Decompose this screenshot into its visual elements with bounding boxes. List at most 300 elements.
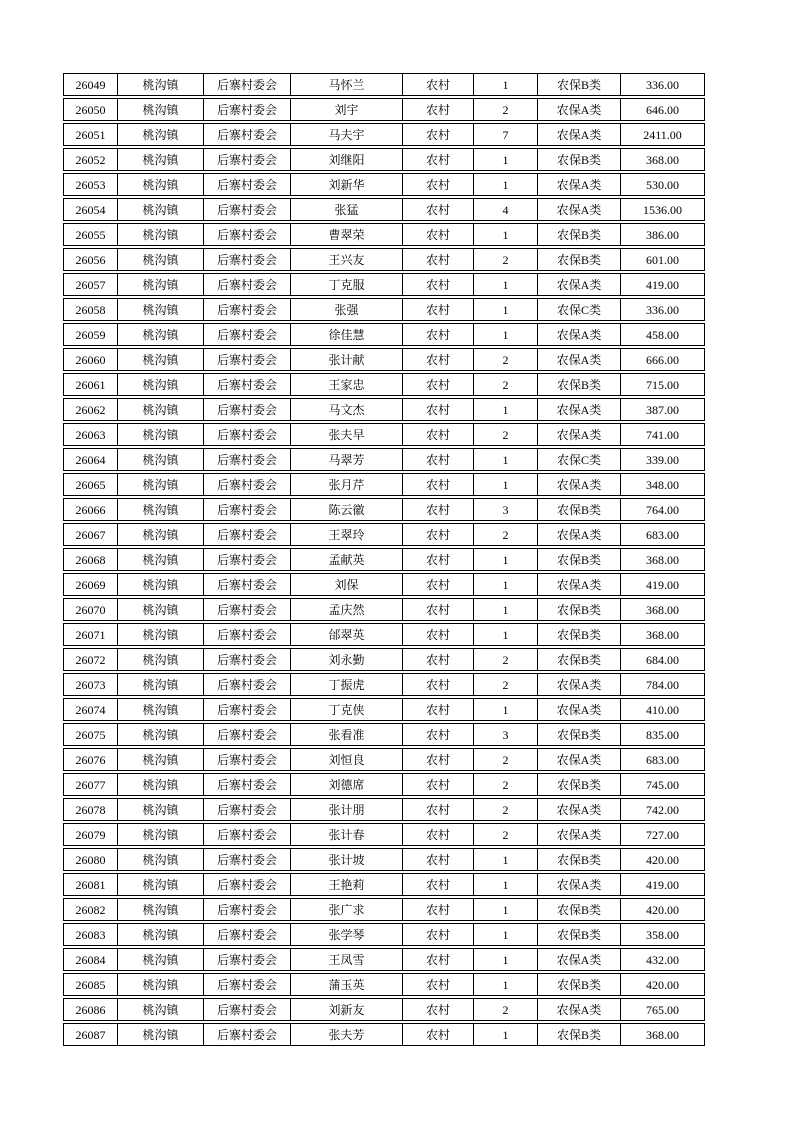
- cell-person-name: 张强: [290, 299, 402, 320]
- cell-record-id: 26050: [75, 102, 106, 117]
- cell-record-id: 26069: [75, 577, 106, 592]
- table-row: [63, 473, 705, 496]
- cell-insurance-type: 农保B类: [537, 374, 620, 395]
- cell-village: 后寨村委会: [203, 199, 290, 220]
- cell-amount: 339.00: [620, 449, 704, 470]
- cell-village: 后寨村委会: [203, 849, 290, 870]
- cell-residence-type: 农村: [402, 624, 473, 645]
- cell-person-count: 3: [473, 724, 537, 745]
- cell-village: 后寨村委会: [203, 524, 290, 545]
- cell-residence-type: 农村: [402, 199, 473, 220]
- cell-village: 后寨村委会: [203, 924, 290, 945]
- cell-village: 后寨村委会: [203, 1024, 290, 1045]
- cell-person-name: 孟庆然: [290, 599, 402, 620]
- cell-person-count: 1: [473, 224, 537, 245]
- cell-residence-type: 农村: [402, 124, 473, 145]
- table-row: [63, 673, 705, 696]
- cell-insurance-type: 农保B类: [537, 849, 620, 870]
- cell-residence-type: 农村: [402, 224, 473, 245]
- cell-record-id: 26053: [75, 177, 106, 192]
- cell-record-id: 26059: [75, 327, 106, 342]
- table-row: [63, 598, 705, 621]
- cell-town: 桃沟镇: [117, 299, 203, 320]
- cell-insurance-type: 农保A类: [537, 999, 620, 1020]
- cell-town: 桃沟镇: [117, 749, 203, 770]
- cell-residence-type: 农村: [402, 374, 473, 395]
- cell-residence-type: 农村: [402, 499, 473, 520]
- cell-residence-type: 农村: [402, 549, 473, 570]
- table-row: [63, 798, 705, 821]
- table-row: [63, 198, 705, 221]
- cell-person-name: 张夫早: [290, 424, 402, 445]
- cell-village: 后寨村委会: [203, 949, 290, 970]
- cell-village: 后寨村委会: [203, 349, 290, 370]
- cell-amount: 410.00: [620, 699, 704, 720]
- cell-person-count: 2: [473, 674, 537, 695]
- cell-insurance-type: 农保B类: [537, 499, 620, 520]
- cell-record-id: 26067: [75, 527, 106, 542]
- cell-town: 桃沟镇: [117, 499, 203, 520]
- cell-person-name: 马文杰: [290, 399, 402, 420]
- cell-person-count: 1: [473, 899, 537, 920]
- cell-record-id: 26081: [75, 877, 106, 892]
- cell-town: 桃沟镇: [117, 949, 203, 970]
- cell-village: 后寨村委会: [203, 899, 290, 920]
- cell-amount: 764.00: [620, 499, 704, 520]
- cell-village: 后寨村委会: [203, 399, 290, 420]
- cell-record-id: 26057: [75, 277, 106, 292]
- table-row: [63, 648, 705, 671]
- cell-person-count: 1: [473, 699, 537, 720]
- cell-town: 桃沟镇: [117, 974, 203, 995]
- cell-record-id: 26070: [75, 602, 106, 617]
- cell-town: 桃沟镇: [117, 424, 203, 445]
- cell-record-id: 26058: [75, 302, 106, 317]
- table-row: [63, 73, 705, 96]
- cell-residence-type: 农村: [402, 74, 473, 95]
- cell-residence-type: 农村: [402, 874, 473, 895]
- cell-record-id: 26074: [75, 702, 106, 717]
- cell-residence-type: 农村: [402, 799, 473, 820]
- cell-village: 后寨村委会: [203, 724, 290, 745]
- cell-insurance-type: 农保A类: [537, 749, 620, 770]
- cell-person-name: 张学琴: [290, 924, 402, 945]
- cell-residence-type: 农村: [402, 274, 473, 295]
- cell-residence-type: 农村: [402, 649, 473, 670]
- cell-amount: 419.00: [620, 574, 704, 595]
- cell-record-id: 26082: [75, 902, 106, 917]
- cell-person-count: 1: [473, 449, 537, 470]
- benefits-table: [63, 73, 705, 1048]
- cell-insurance-type: 农保B类: [537, 974, 620, 995]
- cell-insurance-type: 农保A类: [537, 574, 620, 595]
- cell-person-name: 徐佳慧: [290, 324, 402, 345]
- cell-town: 桃沟镇: [117, 774, 203, 795]
- cell-residence-type: 农村: [402, 424, 473, 445]
- table-row: [63, 398, 705, 421]
- cell-person-name: 刘宇: [290, 99, 402, 120]
- cell-amount: 684.00: [620, 649, 704, 670]
- cell-person-count: 1: [473, 299, 537, 320]
- cell-record-id: 26087: [75, 1027, 106, 1042]
- table-row: [63, 98, 705, 121]
- cell-village: 后寨村委会: [203, 749, 290, 770]
- cell-person-count: 2: [473, 424, 537, 445]
- cell-person-name: 丁克服: [290, 274, 402, 295]
- cell-person-count: 1: [473, 1024, 537, 1045]
- cell-person-name: 丁振虎: [290, 674, 402, 695]
- cell-town: 桃沟镇: [117, 899, 203, 920]
- cell-insurance-type: 农保A类: [537, 399, 620, 420]
- cell-person-count: 7: [473, 124, 537, 145]
- cell-record-id: 26065: [75, 477, 106, 492]
- cell-village: 后寨村委会: [203, 824, 290, 845]
- cell-town: 桃沟镇: [117, 624, 203, 645]
- cell-town: 桃沟镇: [117, 649, 203, 670]
- cell-record-id: 26055: [75, 227, 106, 242]
- cell-amount: 646.00: [620, 99, 704, 120]
- cell-insurance-type: 农保B类: [537, 724, 620, 745]
- cell-residence-type: 农村: [402, 824, 473, 845]
- cell-record-id: 26056: [75, 252, 106, 267]
- table-row: [63, 973, 705, 996]
- cell-person-name: 刘保: [290, 574, 402, 595]
- cell-town: 桃沟镇: [117, 224, 203, 245]
- cell-village: 后寨村委会: [203, 999, 290, 1020]
- cell-insurance-type: 农保C类: [537, 449, 620, 470]
- cell-person-name: 张计坡: [290, 849, 402, 870]
- cell-village: 后寨村委会: [203, 799, 290, 820]
- cell-person-count: 1: [473, 274, 537, 295]
- cell-insurance-type: 农保A类: [537, 699, 620, 720]
- cell-person-name: 马夫宇: [290, 124, 402, 145]
- cell-village: 后寨村委会: [203, 774, 290, 795]
- cell-person-count: 2: [473, 524, 537, 545]
- cell-residence-type: 农村: [402, 299, 473, 320]
- cell-record-id: 26080: [75, 852, 106, 867]
- cell-village: 后寨村委会: [203, 649, 290, 670]
- cell-residence-type: 农村: [402, 474, 473, 495]
- cell-person-name: 刘德席: [290, 774, 402, 795]
- cell-insurance-type: 农保A类: [537, 124, 620, 145]
- cell-person-name: 刘继阳: [290, 149, 402, 170]
- cell-record-id: 26064: [75, 452, 106, 467]
- cell-amount: 419.00: [620, 274, 704, 295]
- cell-amount: 386.00: [620, 224, 704, 245]
- cell-residence-type: 农村: [402, 774, 473, 795]
- cell-insurance-type: 农保A类: [537, 174, 620, 195]
- cell-person-count: 1: [473, 174, 537, 195]
- cell-amount: 1536.00: [620, 199, 704, 220]
- cell-residence-type: 农村: [402, 674, 473, 695]
- cell-insurance-type: 农保B类: [537, 899, 620, 920]
- cell-village: 后寨村委会: [203, 674, 290, 695]
- cell-person-name: 马翠芳: [290, 449, 402, 470]
- cell-insurance-type: 农保B类: [537, 624, 620, 645]
- cell-person-name: 张月芹: [290, 474, 402, 495]
- cell-village: 后寨村委会: [203, 149, 290, 170]
- cell-person-count: 1: [473, 574, 537, 595]
- cell-town: 桃沟镇: [117, 124, 203, 145]
- table-row: [63, 298, 705, 321]
- cell-town: 桃沟镇: [117, 349, 203, 370]
- cell-amount: 530.00: [620, 174, 704, 195]
- cell-person-name: 蒲玉英: [290, 974, 402, 995]
- cell-record-id: 26086: [75, 1002, 106, 1017]
- cell-person-name: 曹翠荣: [290, 224, 402, 245]
- cell-insurance-type: 农保A类: [537, 424, 620, 445]
- cell-record-id: 26073: [75, 677, 106, 692]
- cell-person-count: 2: [473, 999, 537, 1020]
- cell-record-id: 26062: [75, 402, 106, 417]
- cell-amount: 745.00: [620, 774, 704, 795]
- cell-person-count: 2: [473, 99, 537, 120]
- cell-person-count: 1: [473, 974, 537, 995]
- cell-insurance-type: 农保A类: [537, 799, 620, 820]
- table-row: [63, 723, 705, 746]
- cell-insurance-type: 农保A类: [537, 874, 620, 895]
- cell-record-id: 26084: [75, 952, 106, 967]
- cell-person-name: 刘新华: [290, 174, 402, 195]
- cell-insurance-type: 农保B类: [537, 649, 620, 670]
- cell-person-count: 1: [473, 849, 537, 870]
- cell-person-count: 2: [473, 749, 537, 770]
- cell-village: 后寨村委会: [203, 574, 290, 595]
- cell-amount: 2411.00: [620, 124, 704, 145]
- cell-person-name: 丁克侠: [290, 699, 402, 720]
- cell-record-id: 26077: [75, 777, 106, 792]
- cell-residence-type: 农村: [402, 849, 473, 870]
- table-row: [63, 573, 705, 596]
- cell-person-name: 孟献英: [290, 549, 402, 570]
- table-row: [63, 123, 705, 146]
- cell-village: 后寨村委会: [203, 374, 290, 395]
- cell-residence-type: 农村: [402, 149, 473, 170]
- cell-town: 桃沟镇: [117, 374, 203, 395]
- cell-town: 桃沟镇: [117, 449, 203, 470]
- cell-person-name: 刘恒良: [290, 749, 402, 770]
- cell-village: 后寨村委会: [203, 499, 290, 520]
- cell-person-name: 王兴友: [290, 249, 402, 270]
- cell-amount: 741.00: [620, 424, 704, 445]
- cell-insurance-type: 农保B类: [537, 149, 620, 170]
- cell-record-id: 26066: [75, 502, 106, 517]
- cell-amount: 368.00: [620, 599, 704, 620]
- cell-record-id: 26060: [75, 352, 106, 367]
- cell-residence-type: 农村: [402, 899, 473, 920]
- cell-village: 后寨村委会: [203, 549, 290, 570]
- cell-village: 后寨村委会: [203, 874, 290, 895]
- cell-insurance-type: 农保A类: [537, 674, 620, 695]
- cell-town: 桃沟镇: [117, 274, 203, 295]
- cell-person-name: 张计朋: [290, 799, 402, 820]
- table-row: [63, 698, 705, 721]
- cell-town: 桃沟镇: [117, 799, 203, 820]
- cell-person-name: 王凤雪: [290, 949, 402, 970]
- table-row: [63, 148, 705, 171]
- cell-insurance-type: 农保A类: [537, 949, 620, 970]
- cell-town: 桃沟镇: [117, 999, 203, 1020]
- cell-town: 桃沟镇: [117, 199, 203, 220]
- cell-town: 桃沟镇: [117, 324, 203, 345]
- cell-record-id: 26054: [75, 202, 106, 217]
- cell-insurance-type: 农保C类: [537, 299, 620, 320]
- cell-person-name: 邰翠英: [290, 624, 402, 645]
- cell-record-id: 26061: [75, 377, 106, 392]
- cell-town: 桃沟镇: [117, 724, 203, 745]
- table-row: [63, 223, 705, 246]
- table-row: [63, 773, 705, 796]
- cell-person-count: 1: [473, 624, 537, 645]
- cell-village: 后寨村委会: [203, 124, 290, 145]
- cell-amount: 601.00: [620, 249, 704, 270]
- table-row: [63, 373, 705, 396]
- table-row: [63, 348, 705, 371]
- table-row: [63, 823, 705, 846]
- cell-residence-type: 农村: [402, 99, 473, 120]
- cell-record-id: 26051: [75, 127, 106, 142]
- cell-residence-type: 农村: [402, 999, 473, 1020]
- cell-town: 桃沟镇: [117, 74, 203, 95]
- cell-person-name: 张广求: [290, 899, 402, 920]
- cell-residence-type: 农村: [402, 349, 473, 370]
- cell-town: 桃沟镇: [117, 924, 203, 945]
- cell-amount: 387.00: [620, 399, 704, 420]
- table-row: [63, 898, 705, 921]
- cell-amount: 432.00: [620, 949, 704, 970]
- cell-town: 桃沟镇: [117, 874, 203, 895]
- cell-person-name: 张夫芳: [290, 1024, 402, 1045]
- cell-amount: 368.00: [620, 1024, 704, 1045]
- cell-residence-type: 农村: [402, 974, 473, 995]
- cell-residence-type: 农村: [402, 749, 473, 770]
- cell-record-id: 26083: [75, 927, 106, 942]
- cell-town: 桃沟镇: [117, 474, 203, 495]
- cell-person-name: 张猛: [290, 199, 402, 220]
- cell-person-count: 1: [473, 549, 537, 570]
- cell-residence-type: 农村: [402, 574, 473, 595]
- cell-person-count: 2: [473, 799, 537, 820]
- cell-record-id: 26049: [75, 77, 106, 92]
- cell-town: 桃沟镇: [117, 599, 203, 620]
- cell-person-count: 1: [473, 599, 537, 620]
- cell-insurance-type: 农保B类: [537, 249, 620, 270]
- cell-town: 桃沟镇: [117, 249, 203, 270]
- cell-amount: 835.00: [620, 724, 704, 745]
- cell-town: 桃沟镇: [117, 399, 203, 420]
- cell-person-count: 2: [473, 824, 537, 845]
- cell-person-count: 1: [473, 949, 537, 970]
- cell-amount: 348.00: [620, 474, 704, 495]
- cell-record-id: 26071: [75, 627, 106, 642]
- cell-amount: 727.00: [620, 824, 704, 845]
- table-row: [63, 1023, 705, 1046]
- cell-residence-type: 农村: [402, 599, 473, 620]
- cell-person-count: 1: [473, 474, 537, 495]
- table-row: [63, 948, 705, 971]
- cell-village: 后寨村委会: [203, 99, 290, 120]
- cell-insurance-type: 农保B类: [537, 549, 620, 570]
- cell-amount: 683.00: [620, 524, 704, 545]
- cell-amount: 368.00: [620, 149, 704, 170]
- cell-residence-type: 农村: [402, 524, 473, 545]
- cell-insurance-type: 农保B类: [537, 774, 620, 795]
- cell-amount: 420.00: [620, 849, 704, 870]
- cell-village: 后寨村委会: [203, 174, 290, 195]
- cell-person-count: 1: [473, 74, 537, 95]
- cell-residence-type: 农村: [402, 949, 473, 970]
- cell-residence-type: 农村: [402, 449, 473, 470]
- cell-town: 桃沟镇: [117, 824, 203, 845]
- cell-insurance-type: 农保A类: [537, 349, 620, 370]
- cell-person-count: 1: [473, 399, 537, 420]
- cell-residence-type: 农村: [402, 324, 473, 345]
- table-row: [63, 423, 705, 446]
- cell-village: 后寨村委会: [203, 224, 290, 245]
- cell-person-count: 2: [473, 374, 537, 395]
- cell-person-name: 王艳莉: [290, 874, 402, 895]
- cell-person-count: 1: [473, 924, 537, 945]
- cell-amount: 358.00: [620, 924, 704, 945]
- cell-town: 桃沟镇: [117, 674, 203, 695]
- cell-village: 后寨村委会: [203, 424, 290, 445]
- cell-residence-type: 农村: [402, 924, 473, 945]
- cell-person-name: 张计春: [290, 824, 402, 845]
- cell-record-id: 26078: [75, 802, 106, 817]
- cell-town: 桃沟镇: [117, 99, 203, 120]
- cell-amount: 784.00: [620, 674, 704, 695]
- cell-town: 桃沟镇: [117, 849, 203, 870]
- cell-amount: 336.00: [620, 299, 704, 320]
- cell-person-count: 2: [473, 349, 537, 370]
- cell-person-name: 陈云徽: [290, 499, 402, 520]
- table-row: [63, 248, 705, 271]
- table-row: [63, 173, 705, 196]
- cell-person-name: 刘永勤: [290, 649, 402, 670]
- cell-town: 桃沟镇: [117, 524, 203, 545]
- cell-insurance-type: 农保A类: [537, 824, 620, 845]
- cell-amount: 336.00: [620, 74, 704, 95]
- table-row: [63, 323, 705, 346]
- cell-record-id: 26052: [75, 152, 106, 167]
- cell-amount: 420.00: [620, 899, 704, 920]
- cell-town: 桃沟镇: [117, 1024, 203, 1045]
- table-row: [63, 273, 705, 296]
- cell-record-id: 26075: [75, 727, 106, 742]
- cell-person-count: 1: [473, 149, 537, 170]
- cell-record-id: 26076: [75, 752, 106, 767]
- cell-insurance-type: 农保B类: [537, 1024, 620, 1045]
- cell-residence-type: 农村: [402, 699, 473, 720]
- table-row: [63, 523, 705, 546]
- cell-person-count: 2: [473, 249, 537, 270]
- table-row: [63, 748, 705, 771]
- cell-village: 后寨村委会: [203, 274, 290, 295]
- table-row: [63, 498, 705, 521]
- cell-amount: 683.00: [620, 749, 704, 770]
- cell-village: 后寨村委会: [203, 624, 290, 645]
- cell-village: 后寨村委会: [203, 474, 290, 495]
- cell-residence-type: 农村: [402, 724, 473, 745]
- cell-residence-type: 农村: [402, 1024, 473, 1045]
- cell-insurance-type: 农保A类: [537, 324, 620, 345]
- cell-amount: 368.00: [620, 549, 704, 570]
- cell-town: 桃沟镇: [117, 574, 203, 595]
- cell-residence-type: 农村: [402, 249, 473, 270]
- cell-person-count: 4: [473, 199, 537, 220]
- cell-insurance-type: 农保B类: [537, 74, 620, 95]
- cell-residence-type: 农村: [402, 174, 473, 195]
